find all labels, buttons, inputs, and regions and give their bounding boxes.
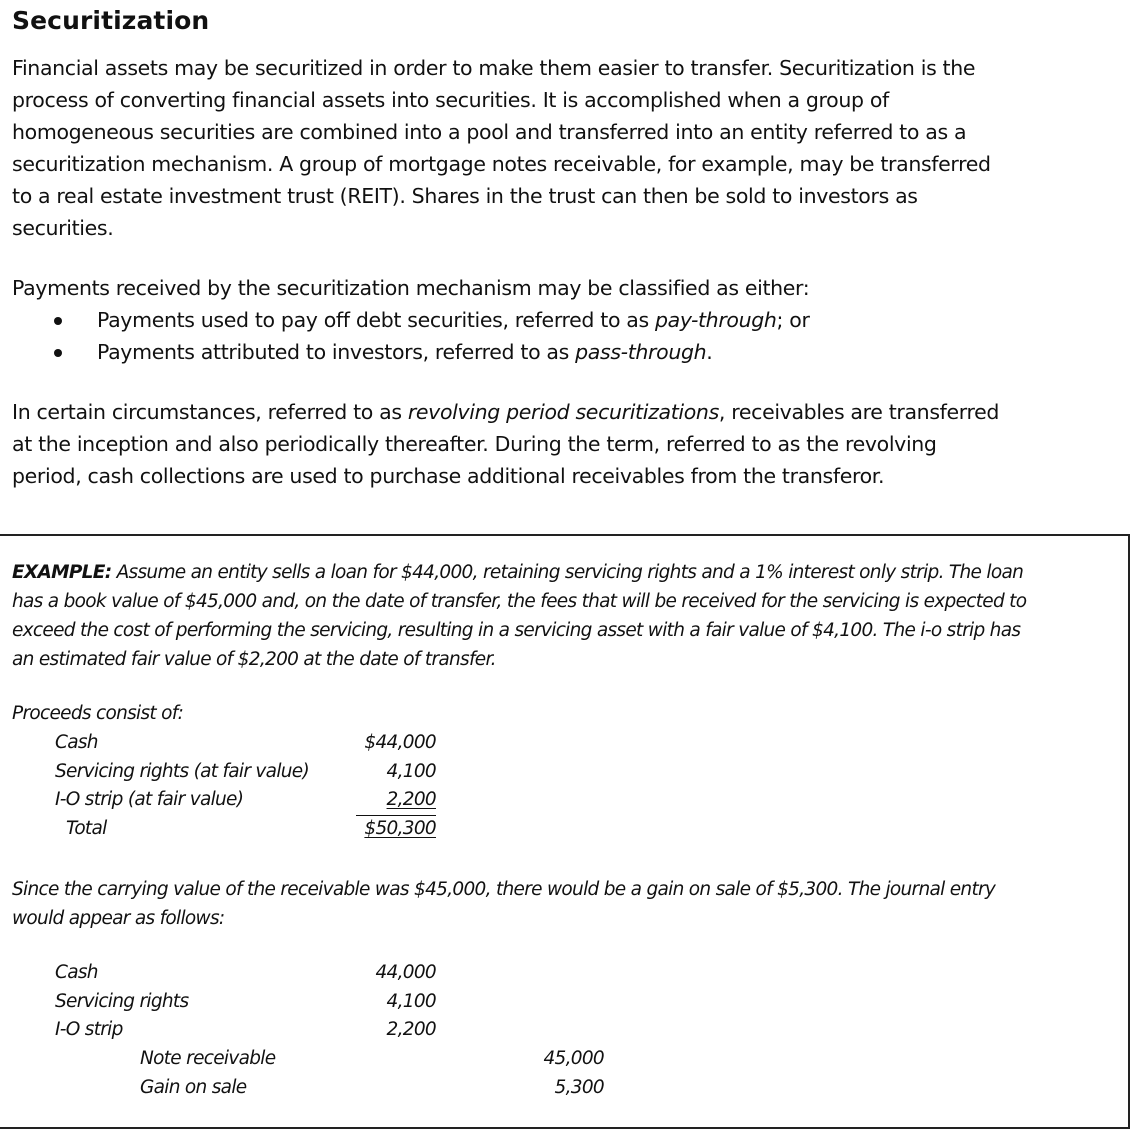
journal-debit-value: 2,200: [386, 1019, 436, 1040]
journal-credit-label: Note receivable: [140, 1048, 276, 1069]
bullet-icon: [54, 317, 62, 325]
proceeds-total-label: Total: [66, 818, 107, 839]
bullet-text-end: .: [706, 340, 713, 364]
bullet-text: Payments attributed to investors, referred to as: [97, 340, 576, 364]
proceeds-label-servicing: Servicing rights (at fair value): [55, 761, 309, 782]
proceeds-total-value: [316, 818, 436, 839]
example-intro: [12, 558, 1026, 674]
paragraph-revolving-period: [12, 396, 1132, 492]
journal-credit-label: Gain on sale: [140, 1077, 247, 1098]
journal-debit-label: I-O strip: [55, 1019, 123, 1040]
journal-credit-value: 5,300: [554, 1077, 604, 1098]
proceeds-label-io-strip: I-O strip (at fair value): [55, 789, 244, 810]
text-line: [12, 396, 1132, 428]
term-pass-through: pass-through: [575, 340, 707, 364]
text-line: securities.: [12, 216, 114, 240]
page-title: Securitization: [12, 6, 210, 35]
text-line: [12, 558, 1026, 587]
proceeds-heading: Proceeds consist of:: [12, 703, 184, 724]
text-segment: , receivables are transferred: [718, 400, 1000, 424]
journal-debit-value: 44,000: [375, 962, 436, 983]
text-line: securitization mechanism. A group of mortgage notes receivable, for example, may be transferred: [12, 152, 991, 176]
bullet-icon: [54, 349, 62, 357]
proceeds-label-cash: Cash: [55, 732, 98, 753]
bullet-text: Payments used to pay off debt securities, referred to as: [97, 308, 656, 332]
paragraph-payments-intro: [12, 272, 1132, 304]
list-item: [48, 336, 810, 368]
proceeds-value-io-strip: [316, 789, 436, 810]
text-line: homogeneous securities are combined into a pool and transferred into an entity referred to as a: [12, 120, 967, 144]
proceeds-value-servicing: 4,100: [386, 761, 436, 782]
text-line: Financial assets may be securitized in order to make them easier to transfer. Securitization is the: [12, 56, 976, 80]
text-line: at the inception and also periodically thereafter. During the term, referred to as the revolving: [12, 432, 937, 456]
list-item: [48, 304, 810, 336]
journal-debit-label: Cash: [55, 962, 98, 983]
example-label: EXAMPLE:: [12, 562, 112, 583]
text-line: Since the carrying value of the receivable was $45,000, there would be a gain on sale of $5,300. The journal entry: [12, 879, 996, 900]
text-line: to a real estate investment trust (REIT). Shares in the trust can then be sold to investors as: [12, 184, 918, 208]
journal-debit-label: Servicing rights: [55, 991, 189, 1012]
text-segment: In certain circumstances, referred to as: [12, 400, 408, 424]
subtotal-rule: [356, 815, 436, 816]
paragraph-securitization-definition: [12, 52, 1132, 244]
proceeds-value-cash: $44,000: [364, 732, 436, 753]
text-line: Payments received by the securitization mechanism may be classified as either:: [12, 276, 810, 300]
journal-credit-value: 45,000: [543, 1048, 604, 1069]
text-line: has a book value of $45,000 and, on the date of transfer, the fees that will be received for the servicing is expected to: [12, 591, 1027, 612]
text-line: process of converting financial assets into securities. It is accomplished when a group of: [12, 88, 889, 112]
text-segment: Assume an entity sells a loan for $44,000, retaining servicing rights and a 1% interest only strip. The loan: [111, 562, 1024, 583]
underlined-value: 2,200: [386, 789, 436, 810]
bullet-text-end: ; or: [776, 308, 810, 332]
text-line: an estimated fair value of $2,200 at the date of transfer.: [12, 649, 496, 670]
text-line: exceed the cost of performing the servicing, resulting in a servicing asset with a fair value of $4,100. The i-o strip has: [12, 620, 1021, 641]
term-revolving-period: revolving period securitizations: [407, 400, 719, 424]
payment-types-list: [48, 304, 810, 368]
journal-debit-value: 4,100: [386, 991, 436, 1012]
gain-explanation: [12, 875, 995, 933]
underlined-value: $50,300: [364, 818, 436, 839]
text-line: period, cash collections are used to purchase additional receivables from the transferor.: [12, 464, 885, 488]
text-line: would appear as follows:: [12, 908, 225, 929]
term-pay-through: pay-through: [655, 308, 777, 332]
